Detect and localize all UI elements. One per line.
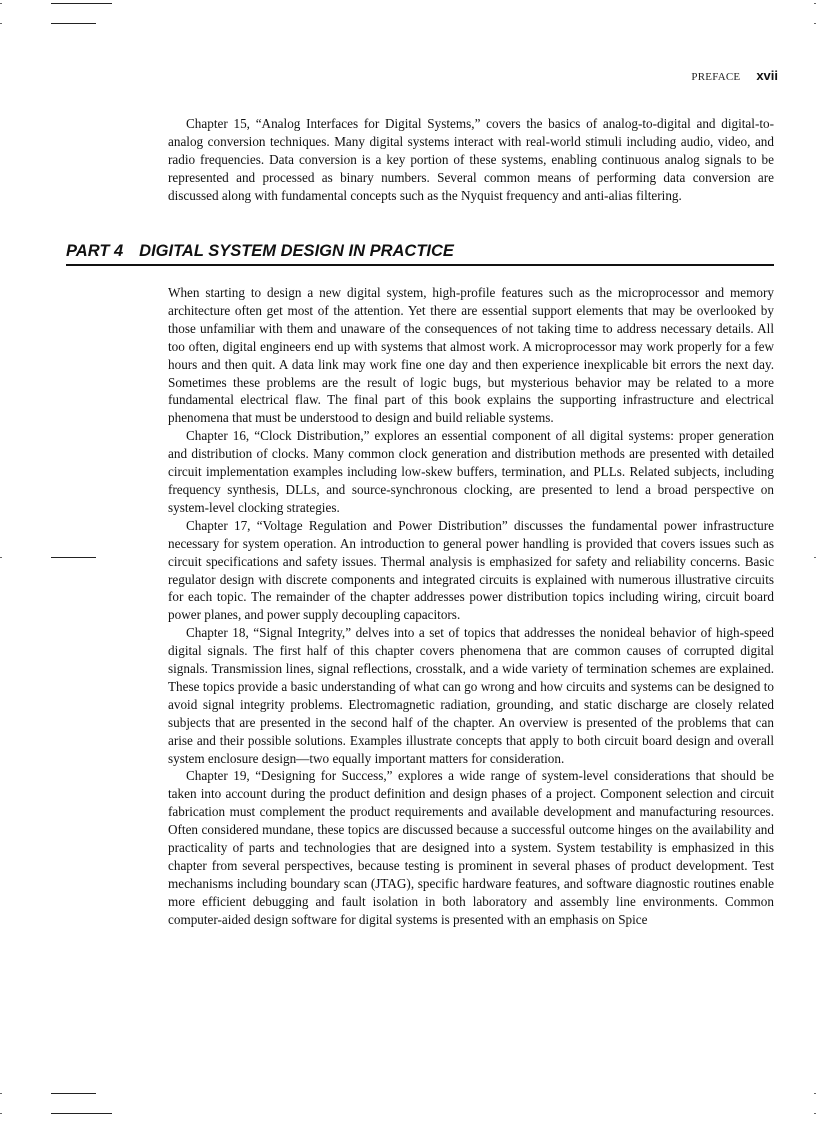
part-heading [66, 242, 774, 266]
paragraph-chapter-19: Chapter 19, “Designing for Success,” explores a wide range of system-level considerations that should be taken into account during the product definition and design phases of a project. Component selection and circuit fabrication must complement the product requirements and available development and manufacturing resources. Often considered mundane, these topics are discussed because a successful outcome hinges on the availability and practicality of parts and technologies that are designed into a system. System testability is emphasized in this chapter from several perspectives, because testing is prominent in several phases of product development. Test mechanisms including boundary scan (JTAG), specific hardware features, and software diagnostic routines enable more efficient debugging and fault isolation in both laboratory and assembly line environments. Common computer-aided design software for digital systems is presented with an emphasis on Spice [168, 768, 774, 927]
body-text-block [168, 284, 774, 929]
paragraph-chapter-17: Chapter 17, “Voltage Regulation and Power Distribution” discusses the fundamental power infrastructure necessary for system operation. An introduction to general power handling is provided that covers issues such as circuit specifications and safety issues. Thermal analysis is emphasized for safety and reliability concerns. Basic regulator design with discrete components and integrated circuits is explained with numerous illustrative circuits for each topic. The remainder of the chapter addresses power distribution topics including wiring, circuit board power planes, and power supply decoupling capacitors. [168, 517, 774, 623]
crop-mark-top-2 [51, 23, 96, 24]
page-number: xvii [756, 68, 778, 83]
crop-mark-top-1 [51, 3, 112, 4]
paragraph-chapter-16: Chapter 16, “Clock Distribution,” explores an essential component of all digital systems: proper generation and distribution of clocks. Many common clock generation and distribution methods are presented with detailed circuit implementation examples including low-skew buffers, termination, and PLLs. Related subjects, including frequency synthesis, DLLs, and source-synchronous clocking, are presented to lend a broad perspective on system-level clocking strategies. [168, 428, 774, 515]
paragraph-chapter-18: Chapter 18, “Signal Integrity,” delves into a set of topics that addresses the nonideal behavior of high-speed digital signals. The first half of this chapter covers phenomena that are common causes of corrupted digital signals. Transmission lines, signal reflections, crosstalk, and a wide variety of termination schemes are explained. These topics provide a basic understanding of what can go wrong and how circuits and systems can be designed to avoid signal integrity problems. Electromagnetic radiation, grounding, and static discharge are closely related subjects that are presented in the second half of the chapter. An overview is presented of the problems that can arise and their possible solutions. Examples illustrate concepts that apply to both circuit board design and overall system enclosure design—two equally important matters for consideration. [168, 625, 774, 766]
intro-text-block [168, 115, 774, 205]
part-title: DIGITAL SYSTEM DESIGN IN PRACTICE [139, 242, 454, 260]
running-head-label: PREFACE [691, 71, 741, 83]
registration-tick [0, 23, 2, 24]
running-head [691, 68, 778, 83]
crop-mark-bottom-1 [51, 1093, 96, 1094]
crop-mark-middle [51, 557, 96, 558]
part-number: PART 4 [66, 242, 124, 260]
crop-mark-bottom-2 [51, 1113, 112, 1114]
registration-tick [0, 1113, 2, 1114]
paragraph-chapter-15: Chapter 15, “Analog Interfaces for Digital Systems,” covers the basics of analog-to-digital and digital-to-analog conversion techniques. Many digital systems interact with real-world stimuli including audio, video, and radio frequencies. Data conversion is a key portion of these systems, enabling continuous analog signals to be represented and processed as binary numbers. Several common means of performing data conversion are discussed along with fundamental concepts such as the Nyquist frequency and anti-alias filtering. [168, 116, 774, 203]
registration-tick [0, 557, 2, 558]
paragraph-part-intro: When starting to design a new digital system, high-profile features such as the microprocessor and memory architecture often get most of the attention. Yet there are essential support elements that may be overlooked by those unfamiliar with them and unaware of the consequences of not taking time to address necessary details. All too often, digital engineers end up with systems that almost work. A microprocessor may work properly for a few hours and then quit. A data link may work fine one day and then experience inexplicable bit errors the next day. Sometimes these problems are the result of logic bugs, but mysterious behavior may be related to a more fundamental electrical flaw. The final part of this book explains the supporting infrastructure and electrical phenomena that must be understood to design and build reliable systems. [168, 285, 774, 426]
registration-tick [0, 3, 2, 4]
registration-tick [0, 1093, 2, 1094]
